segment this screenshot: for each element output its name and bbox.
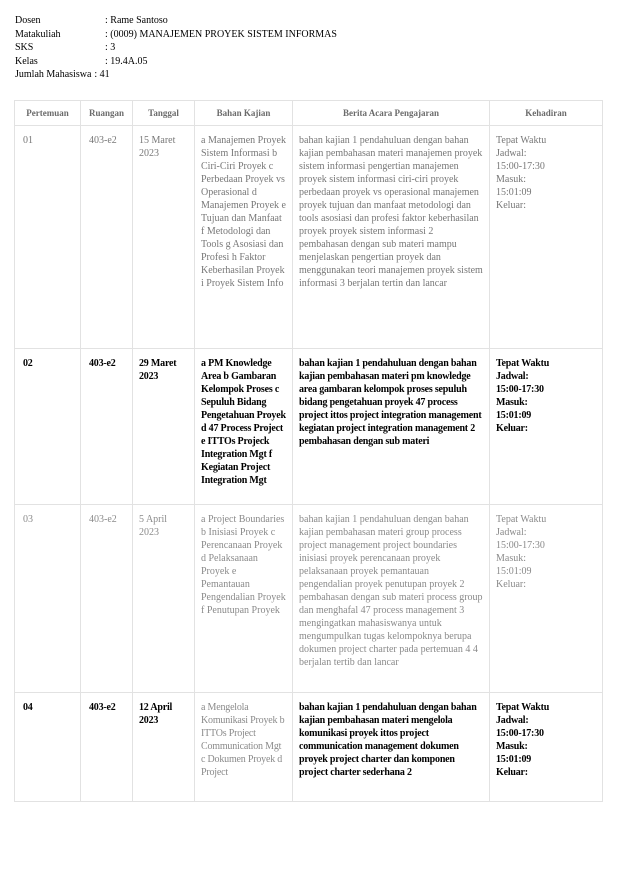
matakuliah-value: : (0009) MANAJEMEN PROYEK SISTEM INFORMAS xyxy=(105,28,337,40)
column-header-tanggal: Tanggal xyxy=(133,101,195,126)
masuk-label: Masuk: xyxy=(496,397,528,408)
matakuliah-row xyxy=(15,28,337,42)
status-text: Tepat Waktu xyxy=(496,135,547,146)
table-row xyxy=(15,693,603,802)
table-header-row xyxy=(15,101,603,126)
pertemuan-cell: 04 xyxy=(15,693,81,802)
dosen-value: : Rame Santoso xyxy=(105,15,168,26)
jadwal-label: Jadwal: xyxy=(496,527,527,538)
jadwal-value: 15:00-17:30 xyxy=(496,540,545,551)
sks-row xyxy=(15,41,337,55)
keluar-label: Keluar: xyxy=(496,200,526,211)
tanggal-cell: 15 Maret 2023 xyxy=(133,126,195,349)
status-text: Tepat Waktu xyxy=(496,358,550,369)
kelas-label: Kelas xyxy=(15,55,38,67)
jadwal-value: 15:00-17:30 xyxy=(496,384,544,395)
jadwal-label: Jadwal: xyxy=(496,715,529,726)
dosen-label: Dosen xyxy=(15,15,41,26)
sks-value: : 3 xyxy=(105,42,116,53)
kehadiran-cell xyxy=(490,693,603,802)
masuk-value: 15:01:09 xyxy=(496,566,532,577)
pertemuan-cell: 01 xyxy=(15,126,81,349)
masuk-label: Masuk: xyxy=(496,174,526,185)
column-header-bahan-kajian: Bahan Kajian xyxy=(195,101,293,126)
jadwal-label: Jadwal: xyxy=(496,371,529,382)
jumlah-value: : 41 xyxy=(94,69,110,80)
kehadiran-cell xyxy=(490,505,603,693)
ruangan-cell: 403-e2 xyxy=(81,126,133,349)
jadwal-label: Jadwal: xyxy=(496,148,527,159)
berita-acara-cell: bahan kajian 1 pendahuluan dengan bahan kajian pembahasan materi manajemen proyek sistem informasi pengertian manajemen proyek sistem informasi ciri-ciri proyek perbedaan proyek vs operasional manajemen proyek tujuan dan manfaat metodologi dan tools asosiasi dan profesi faktor keberhasilan proyek proyek sistem informasi 2 pembahasan dengan sub materi mampu menjelaskan pengertian proyek dan menggunakan teori manajemen proyek sistem informasi 3 berjalan tertin dan lancar xyxy=(293,126,490,349)
masuk-label: Masuk: xyxy=(496,741,528,752)
column-header-kehadiran: Kehadiran xyxy=(490,101,603,126)
attendance-table-wrapper xyxy=(14,100,602,802)
tanggal-cell: 12 April 2023 xyxy=(133,693,195,802)
sks-label: SKS xyxy=(15,42,34,53)
keluar-label: Keluar: xyxy=(496,767,528,778)
pertemuan-cell: 02 xyxy=(15,349,81,505)
bahan-kajian-cell: a Project Boundaries b Inisiasi Proyek c Perencanaan Proyek d Pelaksanaan Proyek e Pemantauan Pengendalian Proyek f Penutupan Proyek xyxy=(195,505,293,693)
column-header-ruangan: Ruangan xyxy=(81,101,133,126)
ruangan-cell: 403-e2 xyxy=(81,349,133,505)
berita-acara-cell: bahan kajian 1 pendahuluan dengan bahan kajian pembahasan materi group process project management project boundaries inisiasi proyek perencanaan proyek pelaksanaan proyek pemantauan pengendalian proyek penutupan proyek 2 pembahasan dengan sub materi process group dan menghafal 47 process management 3 mengingatkan mahasiswanya untuk mengumpulkan tugas kelompoknya berupa dokumen project charter pada pertemuan 4 4 berjalan tertib dan lancar xyxy=(293,505,490,693)
pertemuan-cell: 03 xyxy=(15,505,81,693)
kehadiran-cell xyxy=(490,126,603,349)
matakuliah-label: Matakuliah xyxy=(15,28,61,40)
jumlah-row xyxy=(15,68,337,82)
tanggal-cell: 29 Maret 2023 xyxy=(133,349,195,505)
ruangan-cell: 403-e2 xyxy=(81,693,133,802)
status-text: Tepat Waktu xyxy=(496,702,550,713)
kelas-row xyxy=(15,55,337,69)
masuk-label: Masuk: xyxy=(496,553,526,564)
keluar-label: Keluar: xyxy=(496,423,528,434)
column-header-pertemuan: Pertemuan xyxy=(15,101,81,126)
kehadiran-cell xyxy=(490,349,603,505)
tanggal-cell: 5 April 2023 xyxy=(133,505,195,693)
jadwal-value: 15:00-17:30 xyxy=(496,728,544,739)
dosen-row xyxy=(15,14,337,28)
masuk-value: 15:01:09 xyxy=(496,187,532,198)
table-row xyxy=(15,126,603,349)
column-header-berita-acara: Berita Acara Pengajaran xyxy=(293,101,490,126)
berita-acara-cell: bahan kajian 1 pendahuluan dengan bahan kajian pembahasan materi pm knowledge area gambaran kelompok proses sepuluh bidang pengetahuan proyek 47 process project ittos project integration management kegiatan project integration management 2 pembahasan dengan sub materi xyxy=(293,349,490,505)
attendance-table xyxy=(14,100,603,802)
bahan-kajian-cell: a Manajemen Proyek Sistem Informasi b Ciri-Ciri Proyek c Perbedaan Proyek vs Operasional d Manajemen Proyek e Tujuan dan Manfaat f Metodologi dan Tools g Asosiasi dan Profesi h Faktor Keberhasilan Proyek i Proyek Sistem Info xyxy=(195,126,293,349)
masuk-value: 15:01:09 xyxy=(496,754,532,765)
jumlah-label: Jumlah Mahasiswa xyxy=(15,69,92,80)
bahan-kajian-cell: a PM Knowledge Area b Gambaran Kelompok Proses c Sepuluh Bidang Pengetahuan Proyek d 47 Process Project e ITTOs Projeck Integration Mgt f Kegiatan Project Integration Mgt xyxy=(195,349,293,505)
masuk-value: 15:01:09 xyxy=(496,410,532,421)
status-text: Tepat Waktu xyxy=(496,514,547,525)
berita-acara-cell: bahan kajian 1 pendahuluan dengan bahan kajian pembahasan materi mengelola komunikasi proyek ittos project communication management dokumen proyek project charter dan komponen project charter sederhana 2 xyxy=(293,693,490,802)
table-row xyxy=(15,349,603,505)
kelas-value: : 19.4A.05 xyxy=(105,55,148,67)
table-row xyxy=(15,505,603,693)
document-header xyxy=(15,14,337,82)
keluar-label: Keluar: xyxy=(496,579,526,590)
bahan-kajian-cell: a Mengelola Komunikasi Proyek b ITTOs Project Communication Mgt c Dokumen Proyek d Project xyxy=(195,693,293,802)
jadwal-value: 15:00-17:30 xyxy=(496,161,545,172)
ruangan-cell: 403-e2 xyxy=(81,505,133,693)
